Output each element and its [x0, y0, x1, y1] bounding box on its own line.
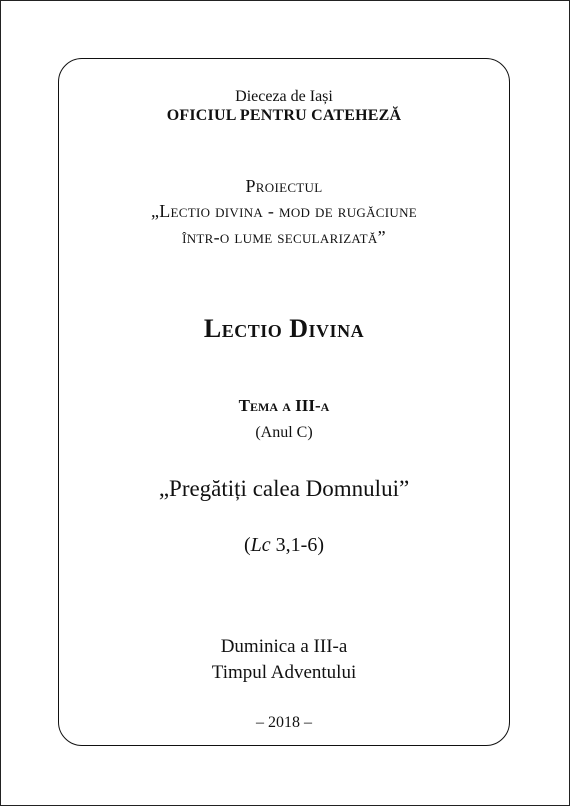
reference-verses: 3,1-6) — [270, 534, 324, 556]
main-title: Lectio Divina — [203, 314, 365, 343]
theme-label: Tema a III-a — [238, 396, 330, 415]
reference-book: Lc — [250, 534, 271, 556]
diocese-name: Dieceza de Iași — [235, 88, 333, 105]
reference-open: ( — [244, 534, 251, 556]
office-name: OFICIUL PENTRU CATEHEZĂ — [166, 107, 402, 124]
season-label: Timpul Adventului — [211, 662, 357, 683]
scripture-reference — [58, 534, 510, 557]
project-title-line-2: într-o lume secularizată” — [182, 227, 386, 247]
liturgical-year: (Anul C) — [255, 424, 313, 441]
sunday-label: Duminica a III-a — [220, 636, 348, 657]
project-label: Proiectul — [245, 176, 323, 196]
theme-quote: „Pregătiți calea Domnului” — [158, 476, 410, 501]
project-title-line-1: „Lectio divina - mod de rugăciune — [150, 201, 418, 221]
year-date: – 2018 – — [256, 714, 312, 731]
